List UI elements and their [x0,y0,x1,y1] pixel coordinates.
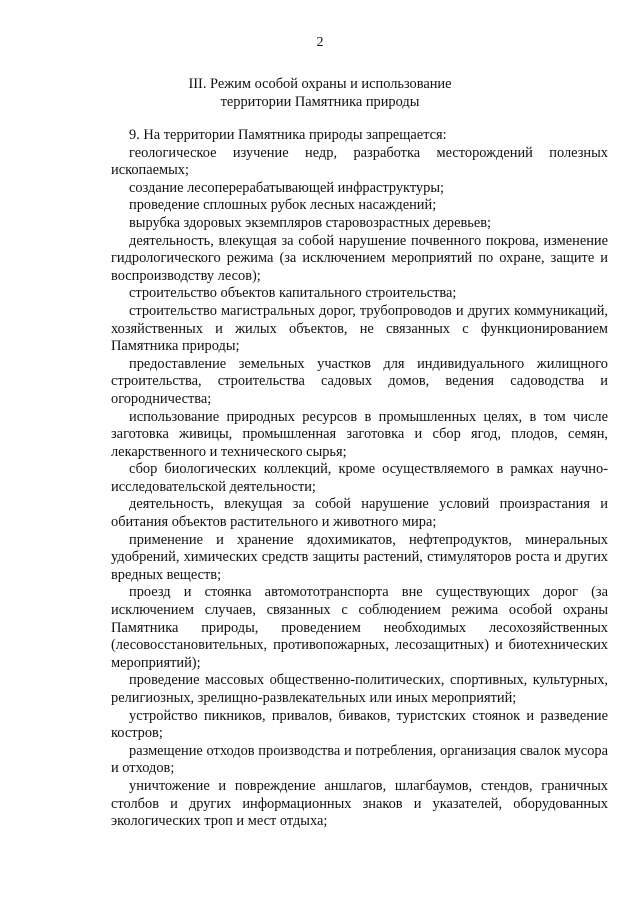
list-item: деятельность, влекущая за собой нарушение почвенного покрова, изменение гидрологического режима (за исключением мероприятий по охране, защите и воспроизводству лесов); [111,232,608,284]
list-item: деятельность, влекущая за собой нарушение условий произрастания и обитания объектов растительного и животного мира; [111,496,608,531]
section-heading-line-1: III. Режим особой охраны и использование [188,76,452,92]
list-item: вырубка здоровых экземпляров старовозрастных деревьев; [129,214,492,231]
section-heading-line-2: территории Памятника природы [220,93,420,110]
list-item: сбор биологических коллекций, кроме осуществляемого в рамках научно-исследовательской деятельности; [111,461,608,495]
list-item: проезд и стоянка автомототранспорта вне существующих дорог (за исключением случаев, связанных с соблюдением режима особой охраны Памятника природы, проведением необходимых лесохозяйственных (лесовосстановительных, противопожарных, лесозащитных) и биотехнических мероприятий); [111,584,608,671]
list-item: размещение отходов производства и потребления, организация свалок мусора и отходов; [111,742,608,777]
list-item: проведение массовых общественно-политических, спортивных, культурных, религиозных, зрелищно-развлекательных или иных мероприятий; [111,672,608,706]
list-item: предоставление земельных участков для индивидуального жилищного строительства, строительства садовых домов, ведения садоводства и огородничества; [111,355,608,407]
page-number: 2 [316,35,324,50]
list-item: использование природных ресурсов в промышленных целях, в том числе заготовка живицы, промышленная заготовка и сбор ягод, плодов, семян, лекарственного и технического сырья; [111,408,608,460]
list-item: устройство пикников, привалов, биваков, туристских стоянок и разведение костров; [111,707,608,742]
list-item: уничтожение и повреждение аншлагов, шлагбаумов, стендов, граничных столбов и других информационных знаков и указателей, оборудованных экологических троп и мест отдыха; [111,777,608,830]
list-item: геологическое изучение недр, разработка месторождений полезных ископаемых; [111,144,608,179]
list-item: строительство объектов капитального строительства; [129,285,457,302]
document-body [111,127,608,831]
clause-intro: 9. На территории Памятника природы запрещается: [129,127,447,143]
list-item: применение и хранение ядохимикатов, нефтепродуктов, минеральных удобрений, химических средств защиты растений, стимуляторов роста и других вредных веществ; [111,531,608,583]
list-item: создание лесоперерабатывающей инфраструктуры; [129,179,444,196]
list-item: проведение сплошных рубок лесных насаждений; [129,197,437,214]
list-item: строительство магистральных дорог, трубопроводов и других коммуникаций, хозяйственных и жилых объектов, не связанных с функционированием Памятника природы; [111,302,608,355]
section-heading [0,76,640,111]
